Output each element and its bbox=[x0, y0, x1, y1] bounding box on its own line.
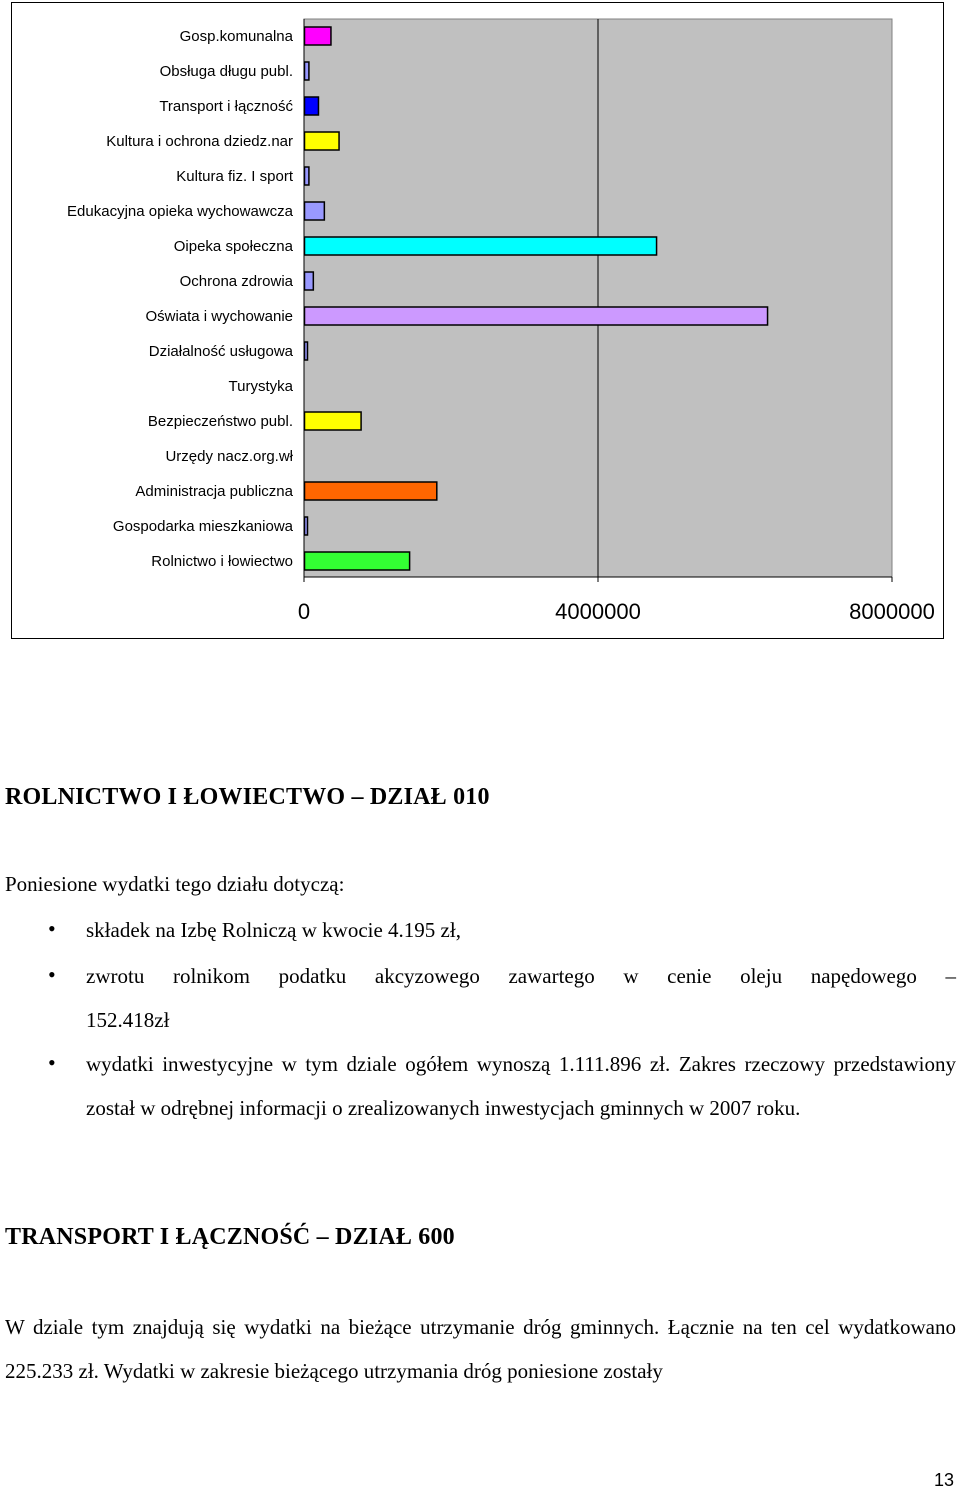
y-category-label: Oipeka społeczna bbox=[173, 238, 293, 255]
bar bbox=[305, 307, 768, 325]
y-category-label: Oświata i wychowanie bbox=[145, 308, 293, 325]
x-tick-label: 0 bbox=[297, 599, 311, 624]
y-category-label: Transport i łączność bbox=[159, 98, 293, 115]
bullet-marker: • bbox=[48, 962, 56, 987]
bar bbox=[305, 132, 340, 150]
y-category-label: Turystyka bbox=[228, 378, 293, 395]
page-number: 13 bbox=[933, 1470, 954, 1490]
bar bbox=[305, 342, 308, 360]
bullet-item-izba: składek na Izbę Rolniczą w kwocie 4.195 zł, bbox=[86, 918, 461, 942]
bar bbox=[305, 482, 437, 500]
bar bbox=[305, 62, 309, 80]
y-category-label: Działalność usługowa bbox=[148, 343, 293, 360]
section-intro: Poniesione wydatki tego działu dotyczą: bbox=[5, 872, 345, 896]
bar bbox=[305, 167, 309, 185]
bullet-item-akcyza-line1: zwrotu rolnikom podatku akcyzowego zawartego w cenie oleju napędowego – bbox=[86, 964, 956, 988]
y-category-label: Kultura fiz. I sport bbox=[176, 168, 293, 185]
bar bbox=[305, 202, 325, 220]
y-category-label: Obsługa długu publ. bbox=[159, 63, 293, 80]
bar bbox=[305, 517, 308, 535]
y-category-label: Bezpieczeństwo publ. bbox=[147, 413, 293, 430]
y-category-label: Gosp.komunalna bbox=[179, 28, 293, 45]
y-category-label: Urzędy nacz.org.wł bbox=[165, 448, 293, 465]
bar bbox=[305, 412, 362, 430]
bullet-marker: • bbox=[48, 916, 56, 941]
y-category-label: Rolnictwo i łowiectwo bbox=[151, 553, 293, 570]
x-tick-label: 4000000 bbox=[555, 599, 641, 624]
bar bbox=[305, 27, 331, 45]
bar bbox=[305, 552, 410, 570]
y-category-label: Gospodarka mieszkaniowa bbox=[112, 518, 293, 535]
bar bbox=[305, 237, 657, 255]
y-category-label: Ochrona zdrowia bbox=[179, 273, 293, 290]
x-tick-label: 8000000 bbox=[849, 599, 935, 624]
expenditure-bar-chart bbox=[12, 3, 945, 640]
y-category-label: Administracja publiczna bbox=[135, 483, 293, 500]
chart-frame bbox=[11, 2, 944, 639]
bullet-item-akcyza-line2: 152.418zł bbox=[86, 1008, 170, 1032]
bullet-item-inwestycje: wydatki inwestycyjne w tym dziale ogółem wynoszą 1.111.896 zł. Zakres rzeczowy przedstawiony został w odrębnej informacji o zrealizowanych inwestycjach gminnych w 2007 roku. bbox=[86, 1052, 956, 1120]
y-category-label: Edukacyjna opieka wychowawcza bbox=[67, 203, 293, 220]
bar bbox=[305, 97, 319, 115]
section-heading-rolnictwo: ROLNICTWO I ŁOWIECTWO – DZIAŁ 010 bbox=[5, 784, 490, 810]
transport-paragraph: W dziale tym znajdują się wydatki na bieżące utrzymanie dróg gminnych. Łącznie na ten cel wydatkowano 225.233 zł. Wydatki w zakresie bieżącego utrzymania dróg poniesione zostały bbox=[5, 1315, 956, 1383]
y-category-label: Kultura i ochrona dziedz.nar bbox=[106, 133, 293, 150]
bullet-marker: • bbox=[48, 1050, 56, 1075]
bar bbox=[305, 272, 314, 290]
section-heading-transport: TRANSPORT I ŁĄCZNOŚĆ – DZIAŁ 600 bbox=[5, 1224, 455, 1250]
